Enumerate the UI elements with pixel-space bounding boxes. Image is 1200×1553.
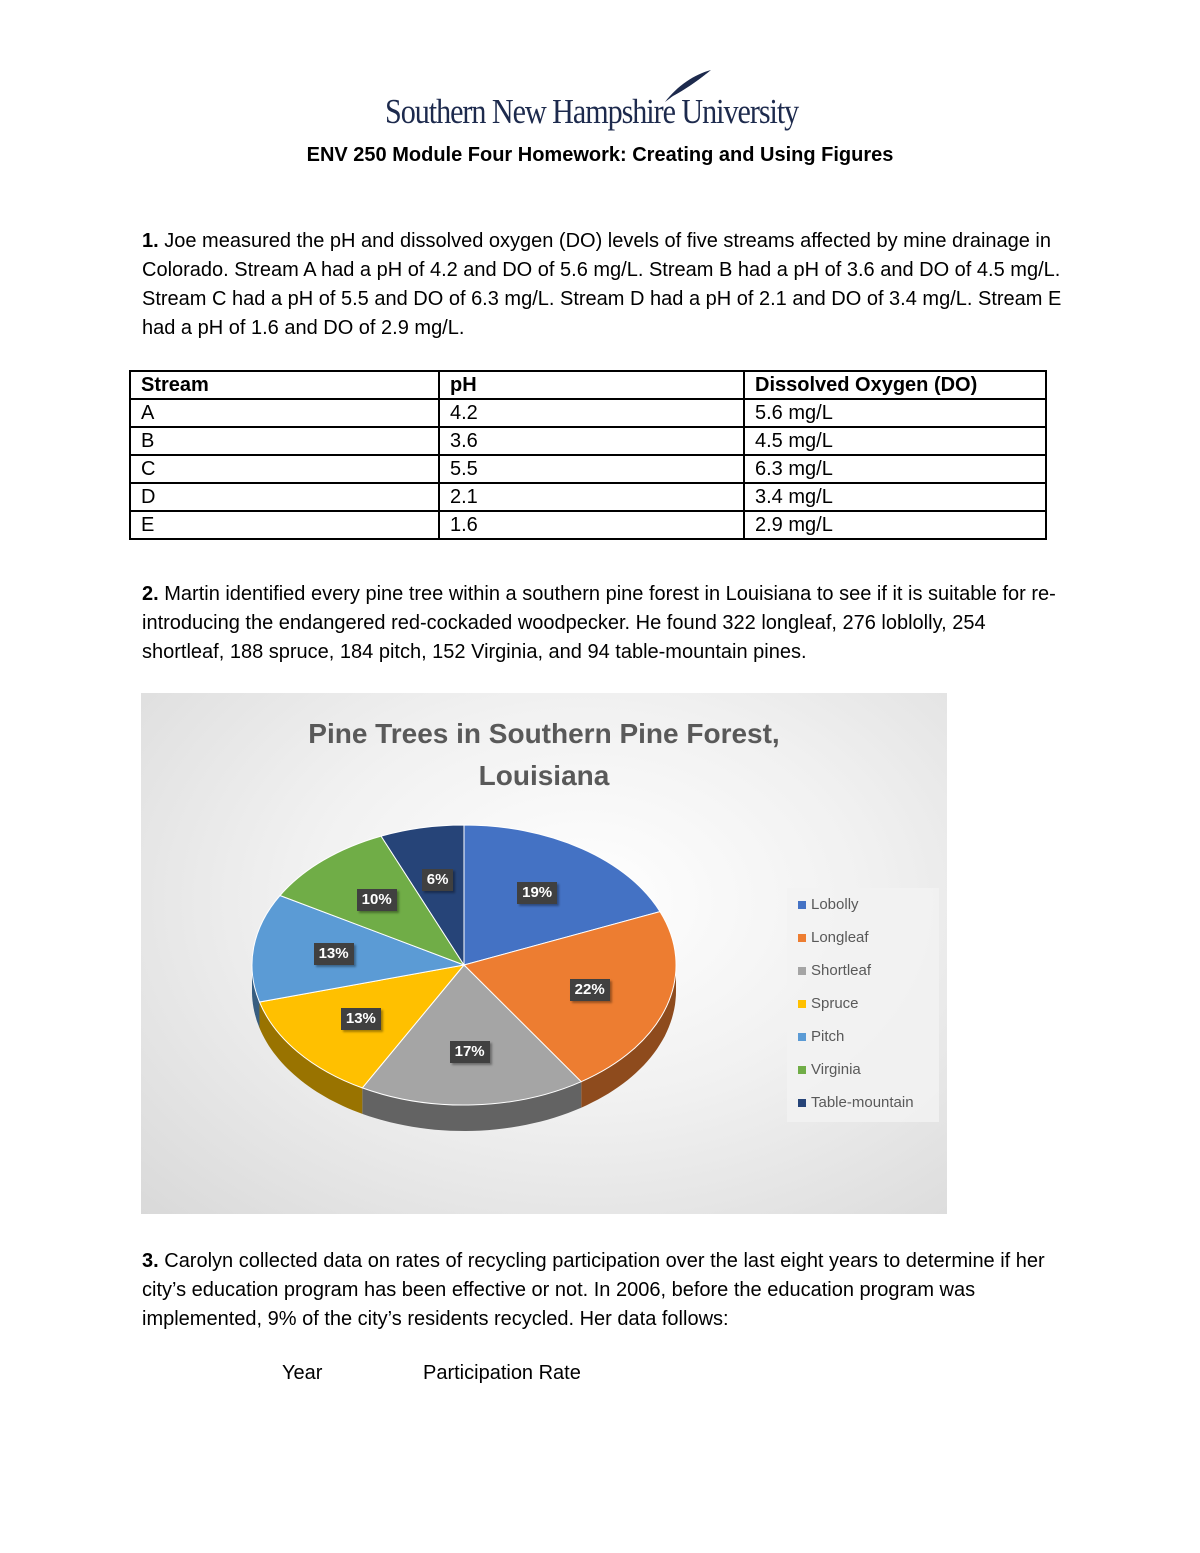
question-2 xyxy=(142,580,1067,667)
table-row xyxy=(130,511,1046,539)
legend-item-spruce xyxy=(798,994,859,1014)
cell-ph: 2.1 xyxy=(439,483,744,511)
question-1 xyxy=(142,227,1067,343)
table-row xyxy=(130,399,1046,427)
cell-do: 3.4 mg/L xyxy=(744,483,1046,511)
legend-item-table-mountain xyxy=(798,1093,914,1113)
stream-table xyxy=(129,370,1047,540)
chart-title xyxy=(141,713,947,797)
legend-label: Table-mountain xyxy=(811,1094,914,1111)
legend-item-longleaf xyxy=(798,928,869,948)
legend-label: Shortleaf xyxy=(811,962,872,979)
legend-swatch-icon xyxy=(798,967,806,975)
legend-item-lobolly xyxy=(798,895,859,915)
pie-label-longleaf: 22% xyxy=(570,979,610,1001)
legend-item-pitch xyxy=(798,1027,844,1047)
chart-title-line-1: Pine Trees in Southern Pine Forest, xyxy=(308,718,780,749)
cell-do: 2.9 mg/L xyxy=(744,511,1046,539)
question-3-number: 3. xyxy=(142,1250,159,1272)
cell-ph: 1.6 xyxy=(439,511,744,539)
cell-stream: C xyxy=(130,455,439,483)
header-do: Dissolved Oxygen (DO) xyxy=(744,371,1046,399)
chart-legend xyxy=(787,888,939,1122)
header-stream: Stream xyxy=(130,371,439,399)
legend-label: Spruce xyxy=(811,995,859,1012)
question-3-text: Carolyn collected data on rates of recycling participation over the last eight years to determine if her city’s education program has been effective or not. In 2006, before the education program was implemented, 9% of the city’s residents recycled. Her data follows: xyxy=(142,1250,1045,1330)
pie-label-shortleaf: 17% xyxy=(450,1041,490,1063)
cell-stream: D xyxy=(130,483,439,511)
pie-label-spruce: 13% xyxy=(341,1008,381,1030)
logo-wordmark: Southern New Hampshire University xyxy=(385,92,799,131)
header-ph: pH xyxy=(439,371,744,399)
cell-ph: 4.2 xyxy=(439,399,744,427)
cell-stream: E xyxy=(130,511,439,539)
cell-do: 6.3 mg/L xyxy=(744,455,1046,483)
cell-do: 5.6 mg/L xyxy=(744,399,1046,427)
legend-label: Longleaf xyxy=(811,929,869,946)
legend-swatch-icon xyxy=(798,901,806,909)
table-row xyxy=(130,455,1046,483)
question-2-number: 2. xyxy=(142,583,159,605)
question-1-number: 1. xyxy=(142,230,159,252)
cell-stream: A xyxy=(130,399,439,427)
legend-swatch-icon xyxy=(798,1000,806,1008)
cell-do: 4.5 mg/L xyxy=(744,427,1046,455)
recycling-header-rate: Participation Rate xyxy=(423,1362,581,1384)
document-title: ENV 250 Module Four Homework: Creating and Using Figures xyxy=(306,144,894,166)
legend-swatch-icon xyxy=(798,1033,806,1041)
pie-label-lobolly: 19% xyxy=(517,882,557,904)
legend-label: Pitch xyxy=(811,1028,845,1045)
question-1-text: Joe measured the pH and dissolved oxygen (DO) levels of five streams affected by mine drainage in Colorado. Stream A had a pH of 4.2 and DO of 5.6 mg/L. Stream B had a pH of 3.6 and DO of 4.5 mg/L. Stream C had a pH of 5.5 and DO of 6.3 mg/L. Stream D had a pH of 2.1 and DO of 3.4 mg/L. Stream E had a pH of 1.6 and DO of 2.9 mg/L. xyxy=(142,230,1062,339)
cell-stream: B xyxy=(130,427,439,455)
cell-ph: 3.6 xyxy=(439,427,744,455)
legend-swatch-icon xyxy=(798,1066,806,1074)
pie-label-pitch: 13% xyxy=(314,943,354,965)
question-2-text: Martin identified every pine tree within a southern pine forest in Louisiana to see if it is suitable for re-introducing the endangered red-cockaded woodpecker. He found 322 longleaf, 276 loblolly, 254 shortleaf, 188 spruce, 184 pitch, 152 Virginia, and 94 table-mountain pines. xyxy=(142,583,1056,663)
legend-item-shortleaf xyxy=(798,961,871,981)
legend-swatch-icon xyxy=(798,1099,806,1107)
table-row xyxy=(130,427,1046,455)
question-3 xyxy=(142,1247,1067,1334)
legend-label: Lobolly xyxy=(811,896,859,913)
chart-title-line-2: Louisiana xyxy=(478,760,610,791)
table-row xyxy=(130,483,1046,511)
cell-ph: 5.5 xyxy=(439,455,744,483)
legend-label: Virginia xyxy=(811,1061,861,1078)
recycling-header-year: Year xyxy=(282,1362,323,1384)
legend-swatch-icon xyxy=(798,934,806,942)
pie-label-table-mountain: 6% xyxy=(422,869,454,891)
legend-item-virginia xyxy=(798,1060,861,1080)
university-logo xyxy=(385,66,815,136)
table-header-row xyxy=(130,371,1046,399)
pie-label-virginia: 10% xyxy=(357,889,397,911)
